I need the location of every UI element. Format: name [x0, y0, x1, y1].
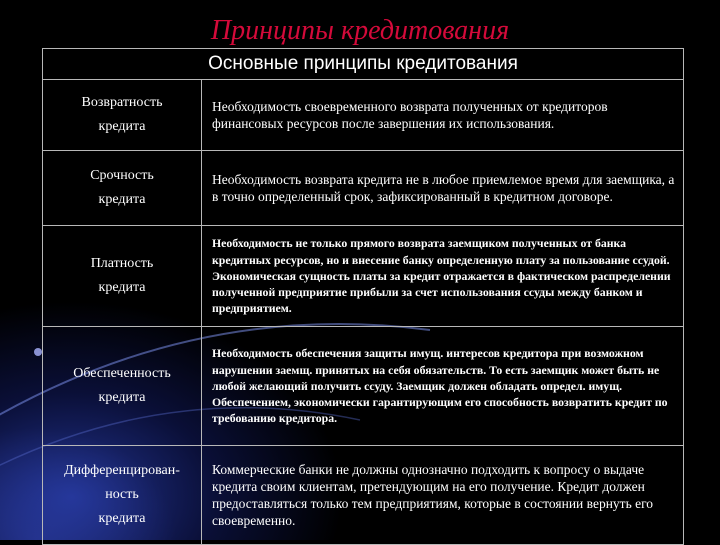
term-line: кредита: [98, 390, 146, 405]
term-line: ность: [105, 487, 139, 502]
principle-term: [43, 327, 202, 446]
principle-term: [43, 151, 202, 226]
principle-term: [43, 80, 202, 151]
table-header: Основные принципы кредитования: [43, 49, 684, 80]
table-row: [43, 226, 684, 327]
term-line: Дифференцирован-: [64, 463, 180, 478]
term-line: кредита: [98, 280, 146, 295]
table-row: [43, 80, 684, 151]
term-line: Возвратность: [81, 95, 163, 110]
principle-term: [43, 446, 202, 545]
term-line: Платность: [90, 256, 154, 271]
table-row: [43, 446, 684, 545]
principle-description: Необходимость обеспечения защиты имущ. интересов кредитора при возможном нарушении заемщ. принятых на себя обязательств. То есть заемщик может быть не любой желающий получить ссуду. Заемщик должен обладать определ. имущ. Обеспечением, экономически гарантирующим его способность возвратить кредит по требованию кредитора.: [202, 327, 684, 446]
principles-table: [42, 48, 684, 545]
term-line: кредита: [98, 511, 146, 526]
principle-description: Необходимость своевременного возврата полученных от кредиторов финансовых ресурсов после завершения их использования.: [202, 80, 684, 151]
term-line: Срочность: [90, 168, 154, 183]
table-row: [43, 327, 684, 446]
term-line: Обеспеченность: [73, 366, 171, 381]
table-row: [43, 151, 684, 226]
principle-description: Коммерческие банки не должны однозначно подходить к вопросу о выдаче кредита своим клиентам, претендующим на его получение. Кредит должен предоставляться только тем предприятиям, которые в состоянии вернуть его своевременно.: [202, 446, 684, 545]
principle-term: [43, 226, 202, 327]
slide-title: Принципы кредитования: [210, 15, 510, 46]
term-line: кредита: [98, 192, 146, 207]
principle-description: Необходимость не только прямого возврата заемщиком полученных от банка кредитных ресурсов, но и внесение банку определенную плату за пользование ссудой. Экономическая сущность платы за кредит отражается в фактическом распределении полученной предприятие прибыли за счет использования ссуды между банком и предприятием.: [202, 226, 684, 327]
term-line: кредита: [98, 119, 146, 134]
principle-description: Необходимость возврата кредита не в любое приемлемое время для заемщика, а в точно определенный срок, зафиксированный в кредитном договоре.: [202, 151, 684, 226]
